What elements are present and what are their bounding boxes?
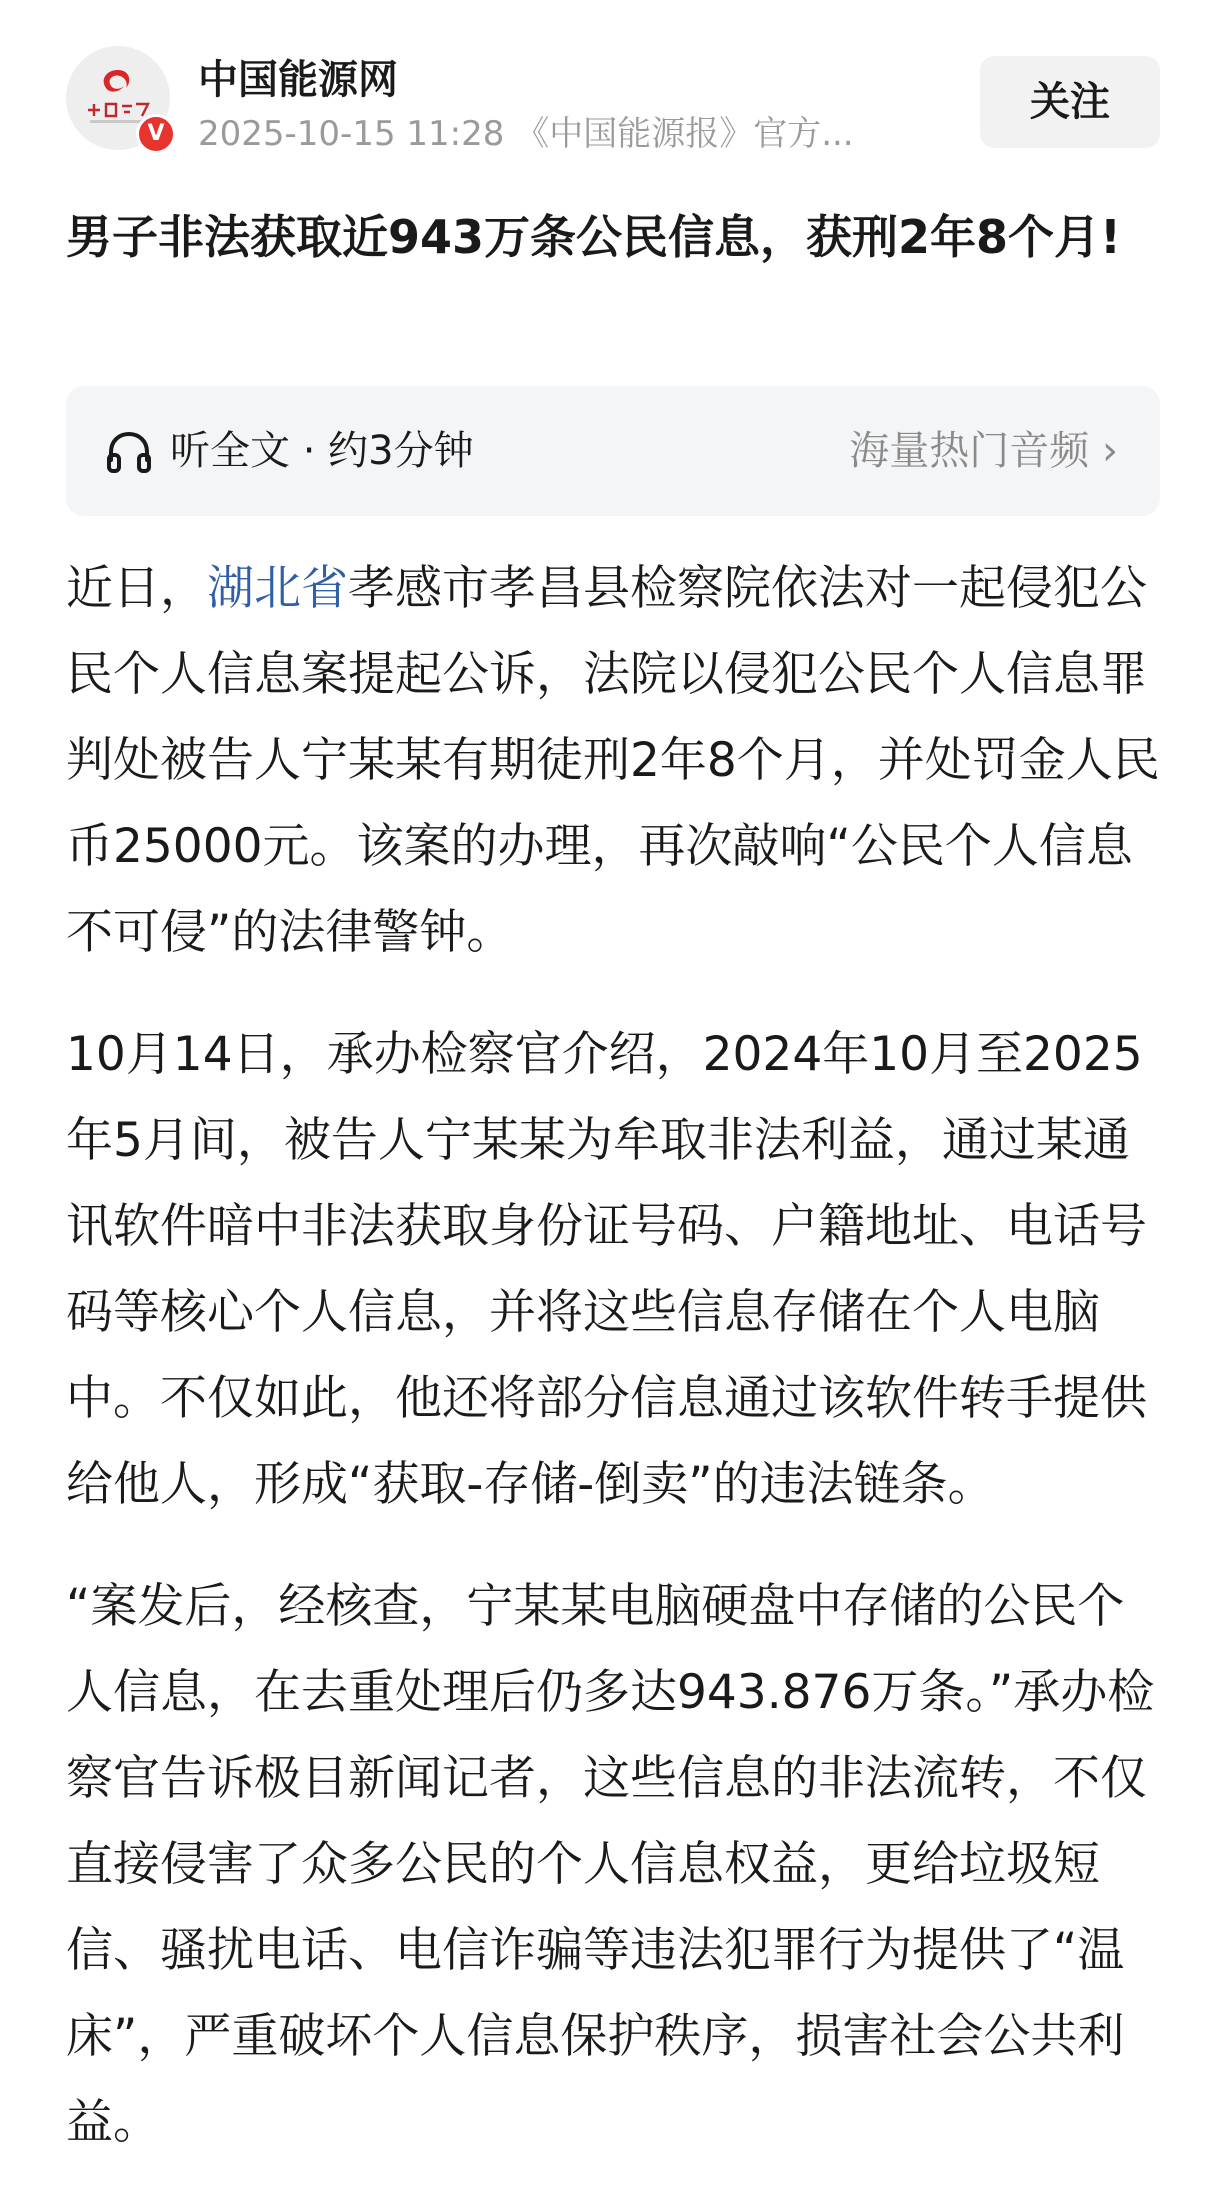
verified-badge-icon: V xyxy=(136,114,176,154)
headphone-icon xyxy=(106,430,152,474)
popular-audio-link[interactable]: 海量热门音频 › xyxy=(849,428,1118,474)
listen-label: 听全文 · 约3分钟 xyxy=(170,428,474,474)
paragraph-1-text: 孝感市孝昌县检察院依法对一起侵犯公民个人信息案提起公诉，法院以侵犯公民个人信息罪判处被告人宁某某有期徒刑2年8个月，并处罚金人民币25000元。该案的办理，再次敲响“公民个人信息不可侵”的法律警钟。 xyxy=(66,561,1160,960)
article-title: 男子非法获取近943万条公民信息，获刑2年8个月! xyxy=(66,210,1122,264)
listen-full-text-bar[interactable] xyxy=(66,386,1160,516)
author-header xyxy=(66,46,1160,158)
location-link-hubei[interactable]: 湖北省 xyxy=(207,561,348,616)
paragraph-1 xyxy=(66,546,1160,976)
follow-button[interactable]: 关注 xyxy=(980,56,1160,148)
paragraph-3: “案发后，经核查，宁某某电脑硬盘中存储的公民个人信息，在去重处理后仍多达943.876万条。”承办检察官告诉极目新闻记者，这些信息的非法流转，不仅直接侵害了众多公民的个人信息权益，更给垃圾短信、骚扰电话、电信诈骗等违法犯罪行为提供了“温床”，严重破坏个人信息保护秩序，损害社会公共利益。 xyxy=(66,1579,1155,2150)
article-body xyxy=(66,546,1160,2202)
author-name[interactable]: 中国能源网 xyxy=(198,57,398,103)
paragraph-1-prefix: 近日， xyxy=(66,561,207,616)
author-meta: 2025-10-15 11:28 《中国能源报》官方... xyxy=(198,114,854,154)
paragraph-2: 10月14日，承办检察官介绍，2024年10月至2025年5月间，被告人宁某某为牟取非法利益，通过某通讯软件暗中非法获取身份证号码、户籍地址、电话号码等核心个人信息，并将这些信息存储在个人电脑中。不仅如此，他还将部分信息通过该软件转手提供给他人，形成“获取-存储-倒卖”的违法链条。 xyxy=(66,1027,1147,1512)
avatar[interactable] xyxy=(66,46,170,150)
